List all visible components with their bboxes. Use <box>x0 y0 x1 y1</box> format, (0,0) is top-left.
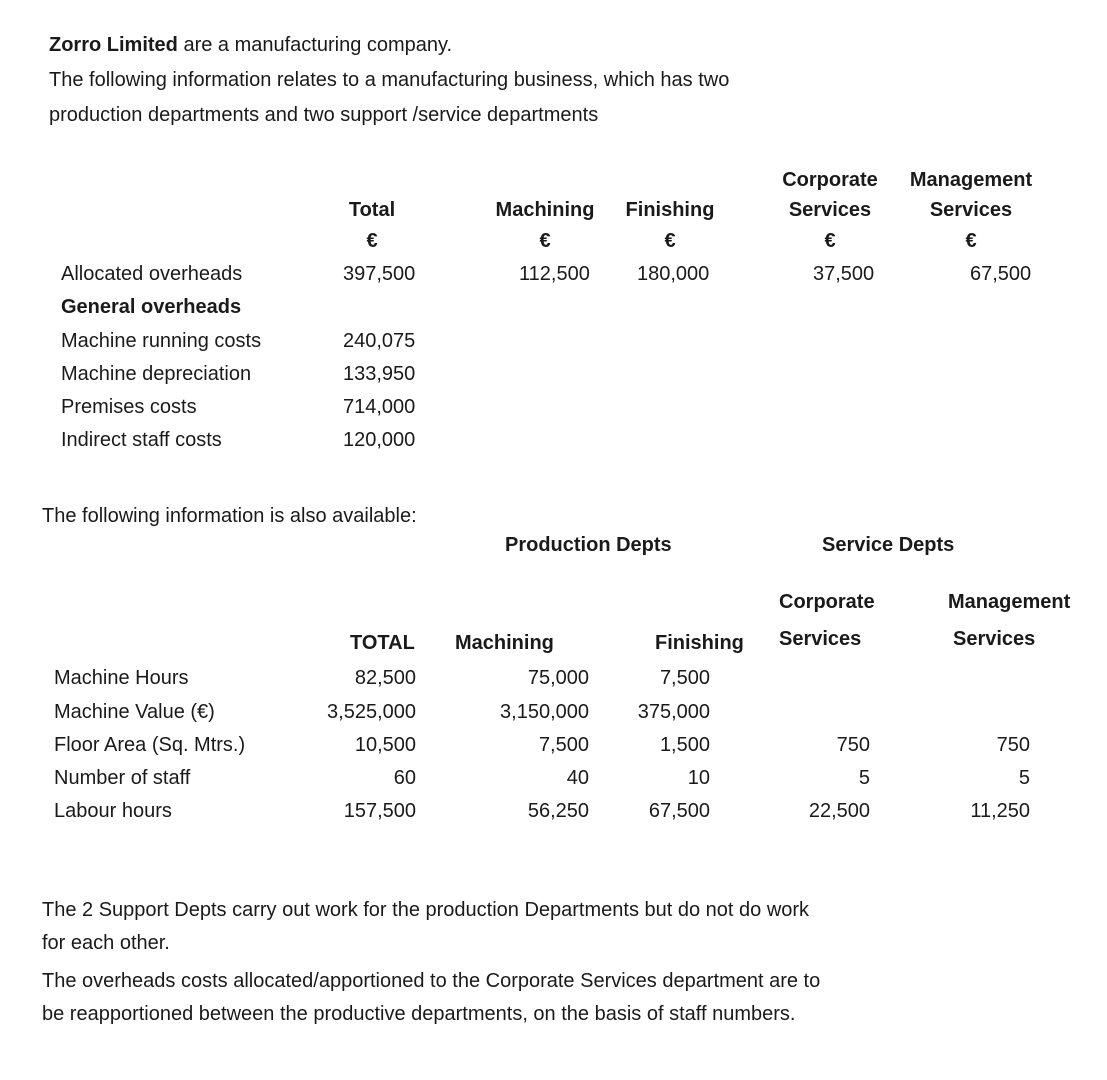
t2-row-finishing: 7,500 <box>659 667 710 689</box>
t1-general-row-total: 120,000 <box>343 429 416 451</box>
t1-currency-corporate: € <box>824 230 836 252</box>
t1-currency-total: € <box>366 230 378 252</box>
footer-line-3: The overheads costs allocated/apportioned to the Corporate Services department are to <box>42 970 821 992</box>
intro-line-1 <box>49 34 452 57</box>
intro-line-1-rest: are a manufacturing company. <box>177 34 453 56</box>
t1-header-finishing: Finishing <box>625 199 715 221</box>
t1-general-row-total: 240,075 <box>343 330 416 352</box>
t2-row-machining: 75,000 <box>527 667 589 689</box>
t2-row-corporate: 5 <box>858 767 870 789</box>
t2-row-total: 157,500 <box>343 800 416 822</box>
t2-row-label: Floor Area (Sq. Mtrs.) <box>54 734 246 756</box>
footer-line-2: for each other. <box>42 932 170 954</box>
t2-row-finishing: 1,500 <box>659 734 710 756</box>
t1-currency-management: € <box>965 230 977 252</box>
t1-general-row-total: 133,950 <box>343 363 416 385</box>
t1-header-total: Total <box>348 199 396 221</box>
t2-row-total: 82,500 <box>354 667 416 689</box>
t1-header-corporate-1: Corporate <box>782 169 878 191</box>
t1-allocated-corporate: 37,500 <box>813 263 875 285</box>
intro-line-3: production departments and two support /service departments <box>49 104 599 126</box>
t2-row-management: 750 <box>996 734 1030 756</box>
t2-header-corporate-1: Corporate <box>779 591 875 613</box>
t2-header-finishing: Finishing <box>655 632 744 654</box>
t2-group-service: Service Depts <box>822 534 955 556</box>
t2-header-management-1: Management <box>948 591 1071 613</box>
footer-line-1: The 2 Support Depts carry out work for the production Departments but do not do work <box>42 899 810 921</box>
t2-row-machining: 7,500 <box>538 734 589 756</box>
t1-allocated-finishing: 180,000 <box>637 263 710 285</box>
t1-allocated-management: 67,500 <box>970 263 1032 285</box>
t1-general-row-label: Indirect staff costs <box>61 429 222 451</box>
intro-line-2: The following information relates to a manufacturing business, which has two <box>49 69 730 91</box>
t2-row-finishing: 67,500 <box>648 800 710 822</box>
t2-header-management-2: Services <box>953 628 1036 650</box>
t2-row-label: Number of staff <box>54 767 191 789</box>
t1-header-management-1: Management <box>909 169 1033 191</box>
t2-row-label: Machine Hours <box>54 667 189 689</box>
t2-row-management: 5 <box>1018 767 1030 789</box>
t2-row-machining: 40 <box>566 767 589 789</box>
t2-row-machining: 3,150,000 <box>500 701 589 723</box>
t2-row-finishing: 10 <box>687 767 710 789</box>
t1-general-label: General overheads <box>61 296 242 318</box>
t1-header-management-2: Services <box>929 199 1013 221</box>
t2-header-machining: Machining <box>455 632 554 654</box>
t2-row-management: 11,250 <box>970 800 1030 822</box>
t2-row-machining: 56,250 <box>527 800 589 822</box>
t1-currency-machining: € <box>539 230 551 252</box>
footer-line-4: be reapportioned between the productive departments, on the basis of staff numbers. <box>42 1003 796 1025</box>
t2-header-total: TOTAL <box>350 632 415 654</box>
t1-allocated-machining: 112,500 <box>519 263 590 285</box>
t1-general-row-total: 714,000 <box>343 396 416 418</box>
t1-header-corporate-2: Services <box>788 199 872 221</box>
t1-allocated-label: Allocated overheads <box>61 263 243 285</box>
t2-row-finishing: 375,000 <box>637 701 710 723</box>
also-available-text: The following information is also available: <box>42 505 417 527</box>
t1-currency-finishing: € <box>664 230 676 252</box>
t2-row-total: 3,525,000 <box>327 701 416 723</box>
t2-row-label: Machine Value (€) <box>54 701 215 723</box>
t2-header-corporate-2: Services <box>779 628 862 650</box>
t1-general-row-label: Machine running costs <box>61 330 262 352</box>
t2-row-total: 60 <box>393 767 416 789</box>
t1-allocated-total: 397,500 <box>343 263 416 285</box>
t2-row-total: 10,500 <box>354 734 416 756</box>
company-name: Zorro Limited <box>49 34 178 56</box>
t2-row-corporate: 22,500 <box>808 800 870 822</box>
t2-row-corporate: 750 <box>836 734 870 756</box>
t2-group-production: Production Depts <box>505 534 672 556</box>
t1-general-row-label: Machine depreciation <box>61 363 252 385</box>
t1-header-machining: Machining <box>495 199 595 221</box>
t1-general-row-label: Premises costs <box>61 396 197 418</box>
t2-row-label: Labour hours <box>54 800 172 822</box>
